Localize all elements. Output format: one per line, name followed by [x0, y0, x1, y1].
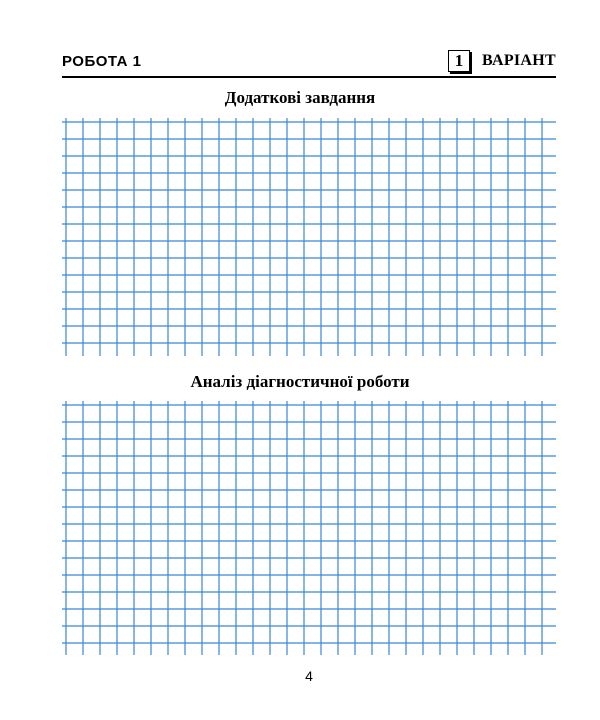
section-title-diagnostic-analysis: Аналіз діагностичної роботи: [190, 372, 410, 391]
page-number: 4: [305, 668, 313, 684]
work-title: РОБОТА 1: [62, 53, 142, 70]
grid-area-additional-tasks: [62, 118, 556, 356]
variant-indicator: [448, 48, 556, 74]
variant-label: ВАРІАНТ: [482, 52, 556, 69]
page-header: [62, 48, 556, 78]
section-title-additional-tasks: Додаткові завдання: [224, 88, 376, 107]
grid-area-diagnostic-analysis: [62, 401, 556, 655]
variant-number-box: 1: [448, 50, 470, 72]
